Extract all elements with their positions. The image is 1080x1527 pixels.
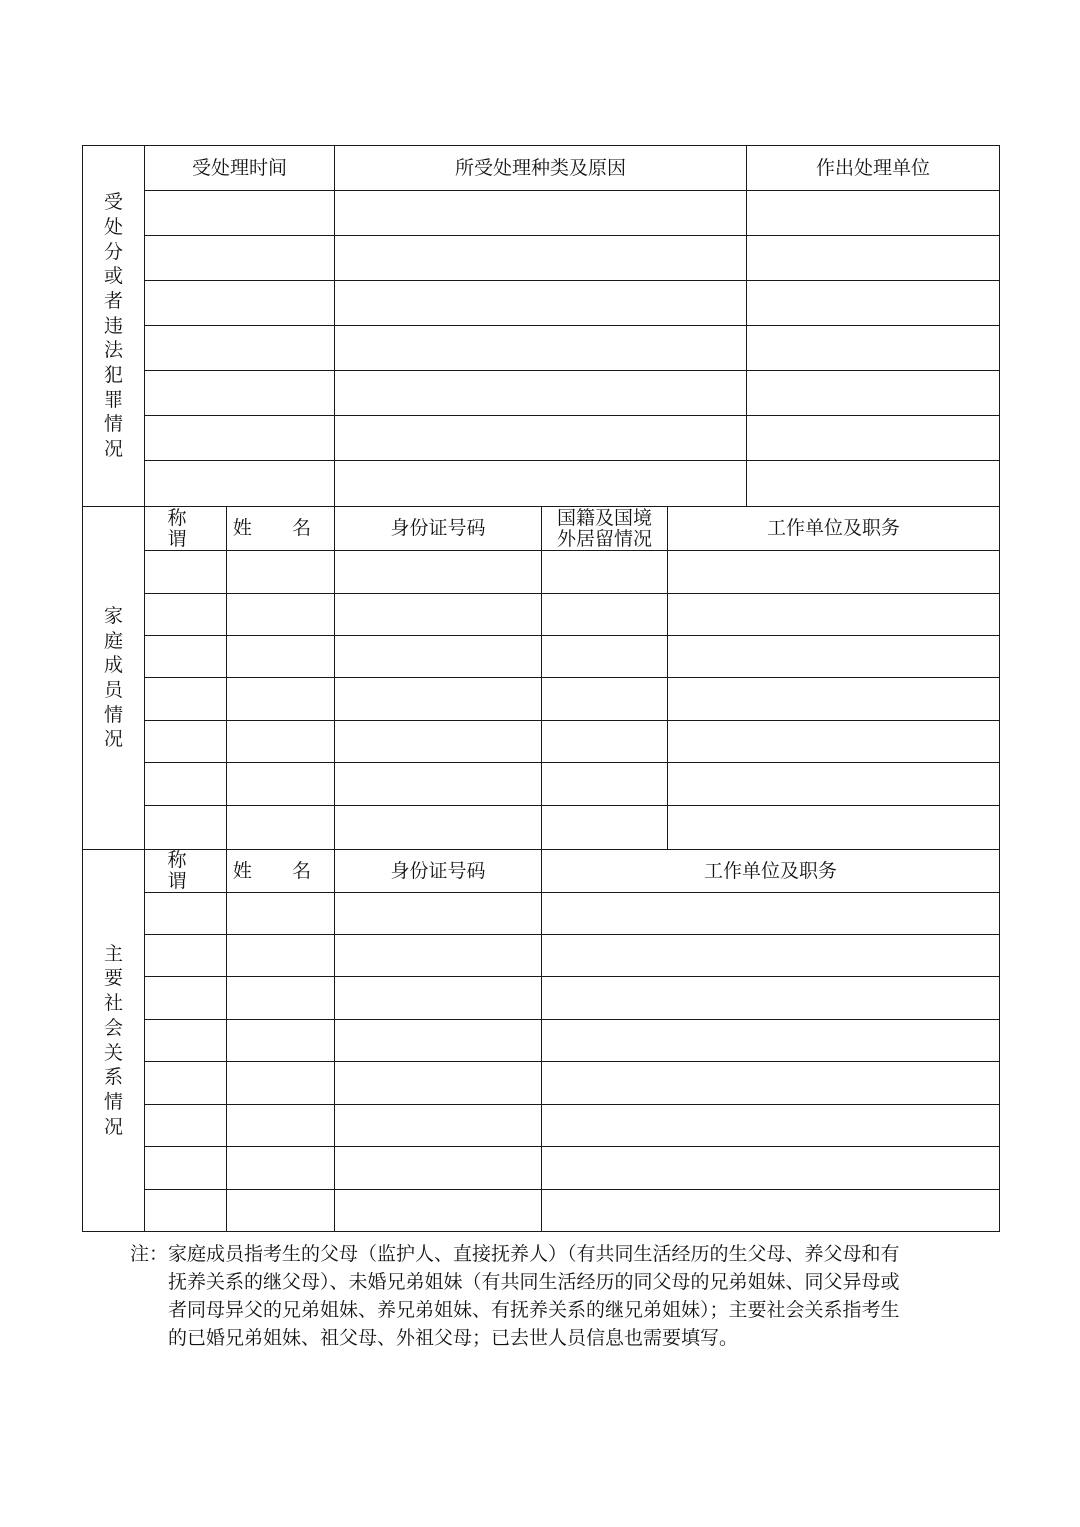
cell-input[interactable]	[542, 594, 668, 636]
cell-input[interactable]	[542, 1147, 1000, 1190]
cell-input[interactable]	[335, 763, 542, 806]
table-row	[83, 326, 1000, 371]
discipline-record-table	[82, 145, 1000, 507]
footnote-line-2: 抚养关系的继父母）、未婚兄弟姐妹（有共同生活经历的同父母的兄弟姐妹、同父异母或	[168, 1271, 900, 1293]
cell-input[interactable]	[542, 806, 668, 850]
header-handling-unit: 作出处理单位	[747, 146, 1000, 191]
cell-input[interactable]	[668, 551, 1000, 594]
footnote-line-3: 者同母异父的兄弟姐妹、养兄弟姐妹、有抚养关系的继兄弟姐妹）；主要社会关系指考生	[168, 1299, 900, 1321]
table-row	[83, 935, 1000, 977]
table-row	[83, 1147, 1000, 1190]
header-handling-time: 受处理时间	[145, 146, 335, 191]
cell-input[interactable]	[145, 1020, 227, 1062]
cell-input[interactable]	[227, 636, 335, 678]
footnote-line-1: 家庭成员指考生的父母（监护人、直接抚养人）（有共同生活经历的生父母、养父母和有	[168, 1243, 900, 1265]
cell-input[interactable]	[335, 416, 747, 461]
cell-input[interactable]	[542, 763, 668, 806]
cell-input[interactable]	[145, 721, 227, 763]
table-header-row	[83, 850, 1000, 893]
cell-input[interactable]	[542, 935, 1000, 977]
cell-input[interactable]	[227, 721, 335, 763]
table-row	[83, 461, 1000, 507]
cell-input[interactable]	[145, 636, 227, 678]
cell-input[interactable]	[227, 594, 335, 636]
table-row	[83, 763, 1000, 806]
cell-input[interactable]	[542, 636, 668, 678]
cell-input[interactable]	[335, 461, 747, 507]
cell-input[interactable]	[747, 461, 1000, 507]
table-row	[83, 806, 1000, 850]
cell-input[interactable]	[542, 977, 1000, 1020]
cell-input[interactable]	[747, 371, 1000, 416]
cell-input[interactable]	[335, 977, 542, 1020]
cell-input[interactable]	[335, 678, 542, 721]
table-row	[83, 1020, 1000, 1062]
cell-input[interactable]	[747, 236, 1000, 281]
cell-input[interactable]	[227, 1147, 335, 1190]
table-row	[83, 416, 1000, 461]
footnote-prefix: 注：	[130, 1243, 169, 1265]
table-row	[83, 636, 1000, 678]
table-header-row	[83, 507, 1000, 551]
cell-input[interactable]	[145, 416, 335, 461]
cell-input[interactable]	[335, 371, 747, 416]
cell-input[interactable]	[227, 1020, 335, 1062]
cell-input[interactable]	[542, 893, 1000, 935]
cell-input[interactable]	[335, 636, 542, 678]
cell-input[interactable]	[542, 551, 668, 594]
table-row	[83, 236, 1000, 281]
cell-input[interactable]	[542, 721, 668, 763]
cell-input[interactable]	[227, 1190, 335, 1232]
cell-input[interactable]	[542, 1105, 1000, 1147]
cell-input[interactable]	[145, 1147, 227, 1190]
table-row	[83, 191, 1000, 236]
cell-input[interactable]	[335, 721, 542, 763]
cell-input[interactable]	[335, 191, 747, 236]
family-members-table	[82, 506, 1000, 850]
header-handling-type-reason: 所受处理种类及原因	[335, 146, 747, 191]
cell-input[interactable]	[335, 326, 747, 371]
cell-input[interactable]	[227, 1105, 335, 1147]
social-relations-table	[82, 849, 1000, 1232]
header-relation: 称 谓	[145, 507, 227, 551]
cell-input[interactable]	[145, 763, 227, 806]
header-name: 姓 名	[227, 507, 335, 551]
cell-input[interactable]	[335, 935, 542, 977]
table-row	[83, 1190, 1000, 1232]
cell-input[interactable]	[335, 1147, 542, 1190]
cell-input[interactable]	[145, 461, 335, 507]
cell-input[interactable]	[335, 1105, 542, 1147]
table-row	[83, 281, 1000, 326]
cell-input[interactable]	[145, 371, 335, 416]
cell-input[interactable]	[145, 191, 335, 236]
cell-input[interactable]	[747, 416, 1000, 461]
cell-input[interactable]	[542, 1020, 1000, 1062]
table-row	[83, 371, 1000, 416]
cell-input[interactable]	[335, 281, 747, 326]
header-name: 姓 名	[227, 850, 335, 893]
header-id-number: 身份证号码	[335, 507, 542, 551]
header-id-number: 身份证号码	[335, 850, 542, 893]
cell-input[interactable]	[747, 191, 1000, 236]
table-row	[83, 977, 1000, 1020]
table-row	[83, 551, 1000, 594]
header-work-unit-position: 工作单位及职务	[542, 850, 1000, 893]
table-row	[83, 1062, 1000, 1105]
footnote	[130, 1240, 970, 1352]
cell-input[interactable]	[747, 326, 1000, 371]
cell-input[interactable]	[227, 977, 335, 1020]
side-label-social: 主要社会关系情况	[83, 850, 145, 1232]
header-relation: 称 谓	[145, 850, 227, 893]
table-row	[83, 1105, 1000, 1147]
cell-input[interactable]	[145, 236, 335, 281]
cell-input[interactable]	[335, 1190, 542, 1232]
cell-input[interactable]	[668, 594, 1000, 636]
cell-input[interactable]	[335, 806, 542, 850]
footnote-line-4: 的已婚兄弟姐妹、祖父母、外祖父母；已去世人员信息也需要填写。	[168, 1327, 739, 1349]
cell-input[interactable]	[668, 721, 1000, 763]
cell-input[interactable]	[542, 1190, 1000, 1232]
cell-input[interactable]	[145, 1105, 227, 1147]
cell-input[interactable]	[145, 326, 335, 371]
table-row	[83, 594, 1000, 636]
cell-input[interactable]	[542, 1062, 1000, 1105]
cell-input[interactable]	[227, 1062, 335, 1105]
cell-input[interactable]	[668, 678, 1000, 721]
cell-input[interactable]	[145, 1190, 227, 1232]
cell-input[interactable]	[335, 1062, 542, 1105]
cell-input[interactable]	[335, 236, 747, 281]
cell-input[interactable]	[227, 935, 335, 977]
table-row	[83, 678, 1000, 721]
cell-input[interactable]	[335, 893, 542, 935]
table-row	[83, 721, 1000, 763]
cell-input[interactable]	[145, 1062, 227, 1105]
cell-input[interactable]	[145, 977, 227, 1020]
cell-input[interactable]	[145, 594, 227, 636]
cell-input[interactable]	[145, 893, 227, 935]
cell-input[interactable]	[668, 636, 1000, 678]
cell-input[interactable]	[227, 678, 335, 721]
cell-input[interactable]	[227, 551, 335, 594]
cell-input[interactable]	[145, 935, 227, 977]
cell-input[interactable]	[145, 551, 227, 594]
side-label-discipline: 受处分或者违法犯罪情况	[83, 146, 145, 507]
cell-input[interactable]	[145, 678, 227, 721]
cell-input[interactable]	[145, 281, 335, 326]
cell-input[interactable]	[542, 678, 668, 721]
cell-input[interactable]	[335, 551, 542, 594]
side-label-family: 家庭成员情况	[83, 507, 145, 850]
cell-input[interactable]	[335, 594, 542, 636]
cell-input[interactable]	[145, 806, 227, 850]
cell-input[interactable]	[747, 281, 1000, 326]
cell-input[interactable]	[668, 763, 1000, 806]
table-header-row	[83, 146, 1000, 191]
cell-input[interactable]	[335, 1020, 542, 1062]
cell-input[interactable]	[227, 806, 335, 850]
cell-input[interactable]	[227, 893, 335, 935]
header-nationality-residence: 国籍及国境 外居留情况	[542, 507, 668, 551]
header-work-unit-position: 工作单位及职务	[668, 507, 1000, 551]
cell-input[interactable]	[227, 763, 335, 806]
table-row	[83, 893, 1000, 935]
cell-input[interactable]	[668, 806, 1000, 850]
